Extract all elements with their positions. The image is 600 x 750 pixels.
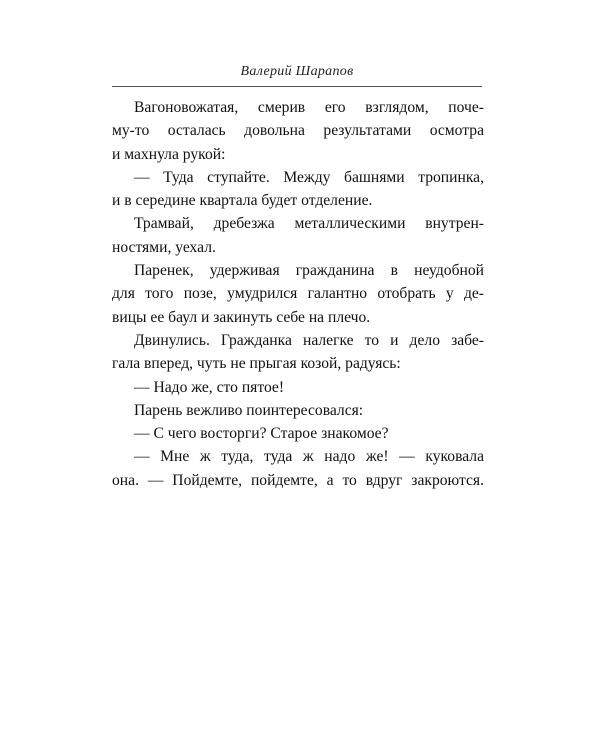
text-line: Двинулись. Гражданка налегке то и дело забе-: [134, 331, 484, 349]
text-line: гала вперед, чуть не прыгая козой, радуясь:: [112, 355, 401, 373]
text-line: ностями, уехал.: [112, 238, 216, 256]
text-line: Вагоновожатая, смерив его взглядом, поче-: [134, 99, 484, 116]
text-line: — Надо же, сто пятое!: [134, 378, 285, 396]
body-text: [112, 96, 484, 492]
text-line: — С чего восторги? Старое знакомое?: [134, 425, 389, 443]
header-rule: [112, 86, 482, 87]
text-line: и махнула рукой:: [112, 145, 226, 163]
running-header: Валерий Шарапов: [240, 64, 354, 79]
text-line: — Мне ж туда, туда ж надо же! — куковала: [134, 448, 484, 466]
text-line: Трамвай, дребезжа металлическими внутрен-: [134, 215, 484, 233]
text-line: для того позе, умудрился галантно отобрать у де-: [112, 285, 484, 303]
text-line: вицы ее баул и закинуть себе на плечо.: [112, 308, 371, 326]
text-line: Паренек, удерживая гражданина в неудобной: [134, 262, 484, 280]
text-line: и в середине квартала будет отделение.: [112, 192, 373, 210]
text-line: му-то осталась довольна результатами осмотра: [112, 122, 484, 140]
text-line: Парень вежливо поинтересовался:: [134, 401, 364, 419]
text-line: — Туда ступайте. Между башнями тропинка,: [134, 168, 484, 186]
text-line: она. — Пойдемте, пойдемте, а то вдруг закроются.: [112, 471, 484, 489]
